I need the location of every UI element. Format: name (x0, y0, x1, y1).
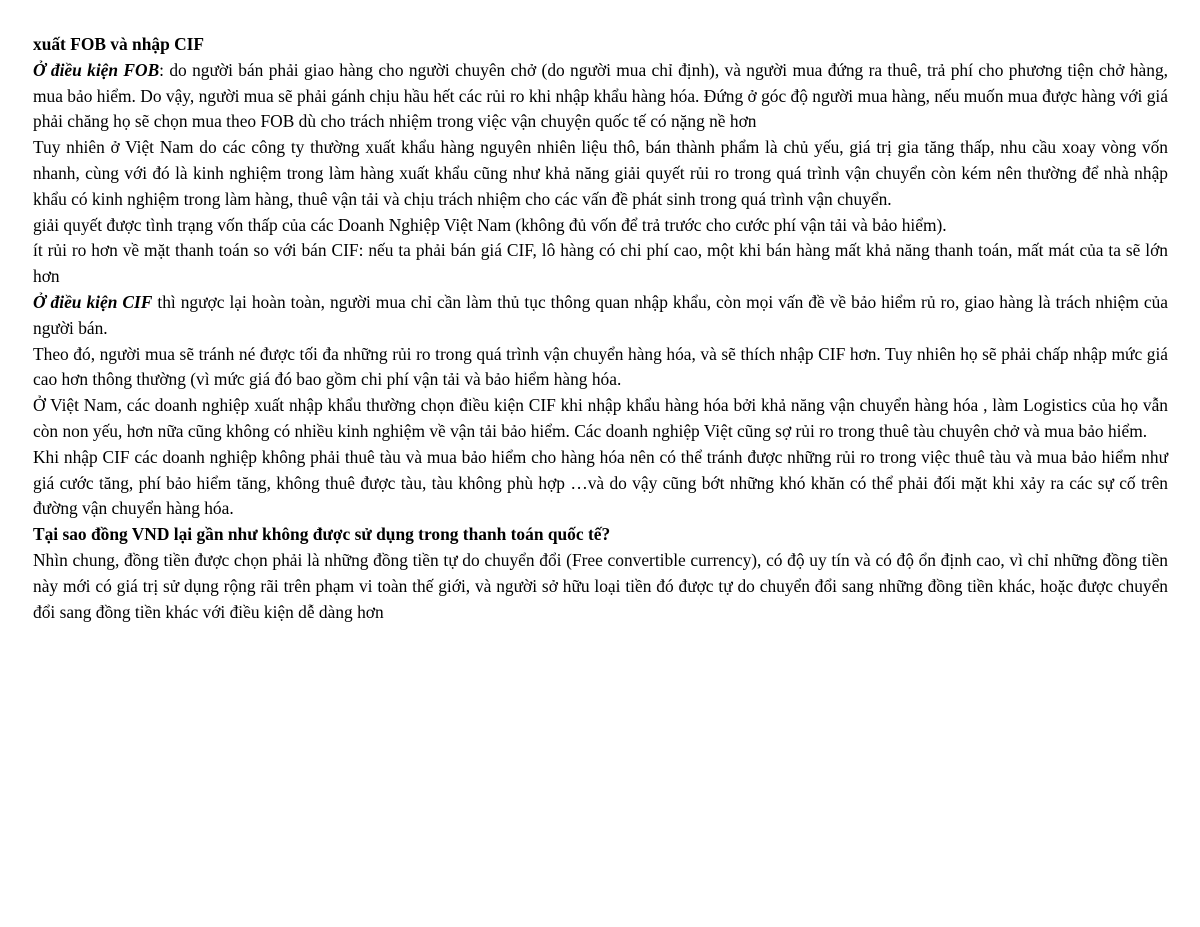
paragraph-fob (33, 58, 1168, 135)
paragraph-cif (33, 290, 1168, 342)
section-heading: xuất FOB và nhập CIF (33, 34, 205, 54)
paragraph-capital: giải quyết được tình trạng vốn thấp của các Doanh Nghiệp Việt Nam (không đủ vốn để trả trước cho cước phí vận tải và bảo hiểm). (33, 214, 947, 235)
question-heading: Tại sao đồng VND lại gần như không được sử dụng trong thanh toán quốc tế? (33, 524, 611, 545)
paragraph-vietnam-cif: Ở Việt Nam, các doanh nghiệp xuất nhập khẩu thường chọn điều kiện CIF khi nhập khẩu hàng hóa bởi khả năng vận chuyển hàng hóa , làm Logistics của họ vẫn còn non yếu, hơn nữa cũng không có nhiều kinh nghiệm về vận tải bảo hiểm. Các doanh nghiệp Việt cũng sợ rủi ro trong thuê tàu chuyên chở và mua bảo hiểm. (33, 395, 1168, 441)
cif-text: thì ngược lại hoàn toàn, người mua chỉ cần làm thủ tục thông quan nhập khẩu, còn mọi vấn đề về bảo hiểm rủ ro, giao hàng là trách nhiệm của người bán. (33, 291, 1169, 338)
fob-label: Ở điều kiện FOB (33, 59, 160, 80)
paragraph-import-cif: Khi nhập CIF các doanh nghiệp không phải thuê tàu và mua bảo hiểm cho hàng hóa nên có thể tránh được những rủi ro trong việc thuê tàu và mua bảo hiểm như giá cước tăng, phí bảo hiểm tăng, không thuê được tàu, tàu không phù hợp …và do vậy cũng bớt những khó khăn có thể phải đối mặt khi xảy ra các sự cố trên đường vận chuyển hàng hóa. (33, 446, 1168, 519)
cif-label: Ở điều kiện CIF (33, 291, 153, 312)
paragraph-answer: Nhìn chung, đồng tiền được chọn phải là những đồng tiền tự do chuyển đổi (Free convertible currency), có độ uy tín và có độ ổn định cao, vì chỉ những đồng tiền này mới có giá trị sử dụng rộng rãi trên phạm vi toàn thế giới, và người sở hữu loại tiền đó được tự do chuyển đổi sang những đồng tiền khác, hoặc được chuyển đổi sang đồng tiền khác với điều kiện dễ dàng hơn (33, 549, 1168, 622)
fob-text: : do người bán phải giao hàng cho người chuyên chở (do người mua chỉ định), và người mua đứng ra thuê, trả phí cho phương tiện chở hàng, mua bảo hiểm. Do vậy, người mua sẽ phải gánh chịu hầu hết các rủi ro khi nhập khẩu hàng hóa. Đứng ở góc độ người mua hàng, nếu muốn mua được hàng với giá phải chăng họ sẽ chọn mua theo FOB dù cho trách nhiệm trong việc vận chuyện quốc tế có nặng nề hơn (33, 59, 1168, 132)
paragraph-buyer: Theo đó, người mua sẽ tránh né được tối đa những rủi ro trong quá trình vận chuyển hàng hóa, và sẽ thích nhập CIF hơn. Tuy nhiên họ sẽ phải chấp nhập mức giá cao hơn thông thường (vì mức giá đó bao gồm chi phí vận tải và bảo hiểm hàng hóa. (33, 343, 1168, 390)
paragraph-vietnam-export: Tuy nhiên ở Việt Nam do các công ty thường xuất khẩu hàng nguyên nhiên liệu thô, bán thành phẩm là chủ yếu, giá trị gia tăng thấp, nhu cầu xoay vòng vốn nhanh, cùng với đó là kinh nghiệm trong làm hàng xuất khẩu cũng như khả năng giải quyết rủi ro trong quá trình vận chuyển còn kém nên thường để nhà nhập khẩu có kinh nghiệm trong làm hàng, thuê vận tải và chịu trách nhiệm cho các vấn đề phát sinh trong quá trình vận chuyển. (33, 137, 1168, 209)
paragraph-payment-risk: ít rủi ro hơn về mặt thanh toán so với bán CIF: nếu ta phải bán giá CIF, lô hàng có chi phí cao, một khi bán hàng mất khả năng thanh toán, mất mát của ta sẽ lớn hơn (33, 240, 1168, 287)
